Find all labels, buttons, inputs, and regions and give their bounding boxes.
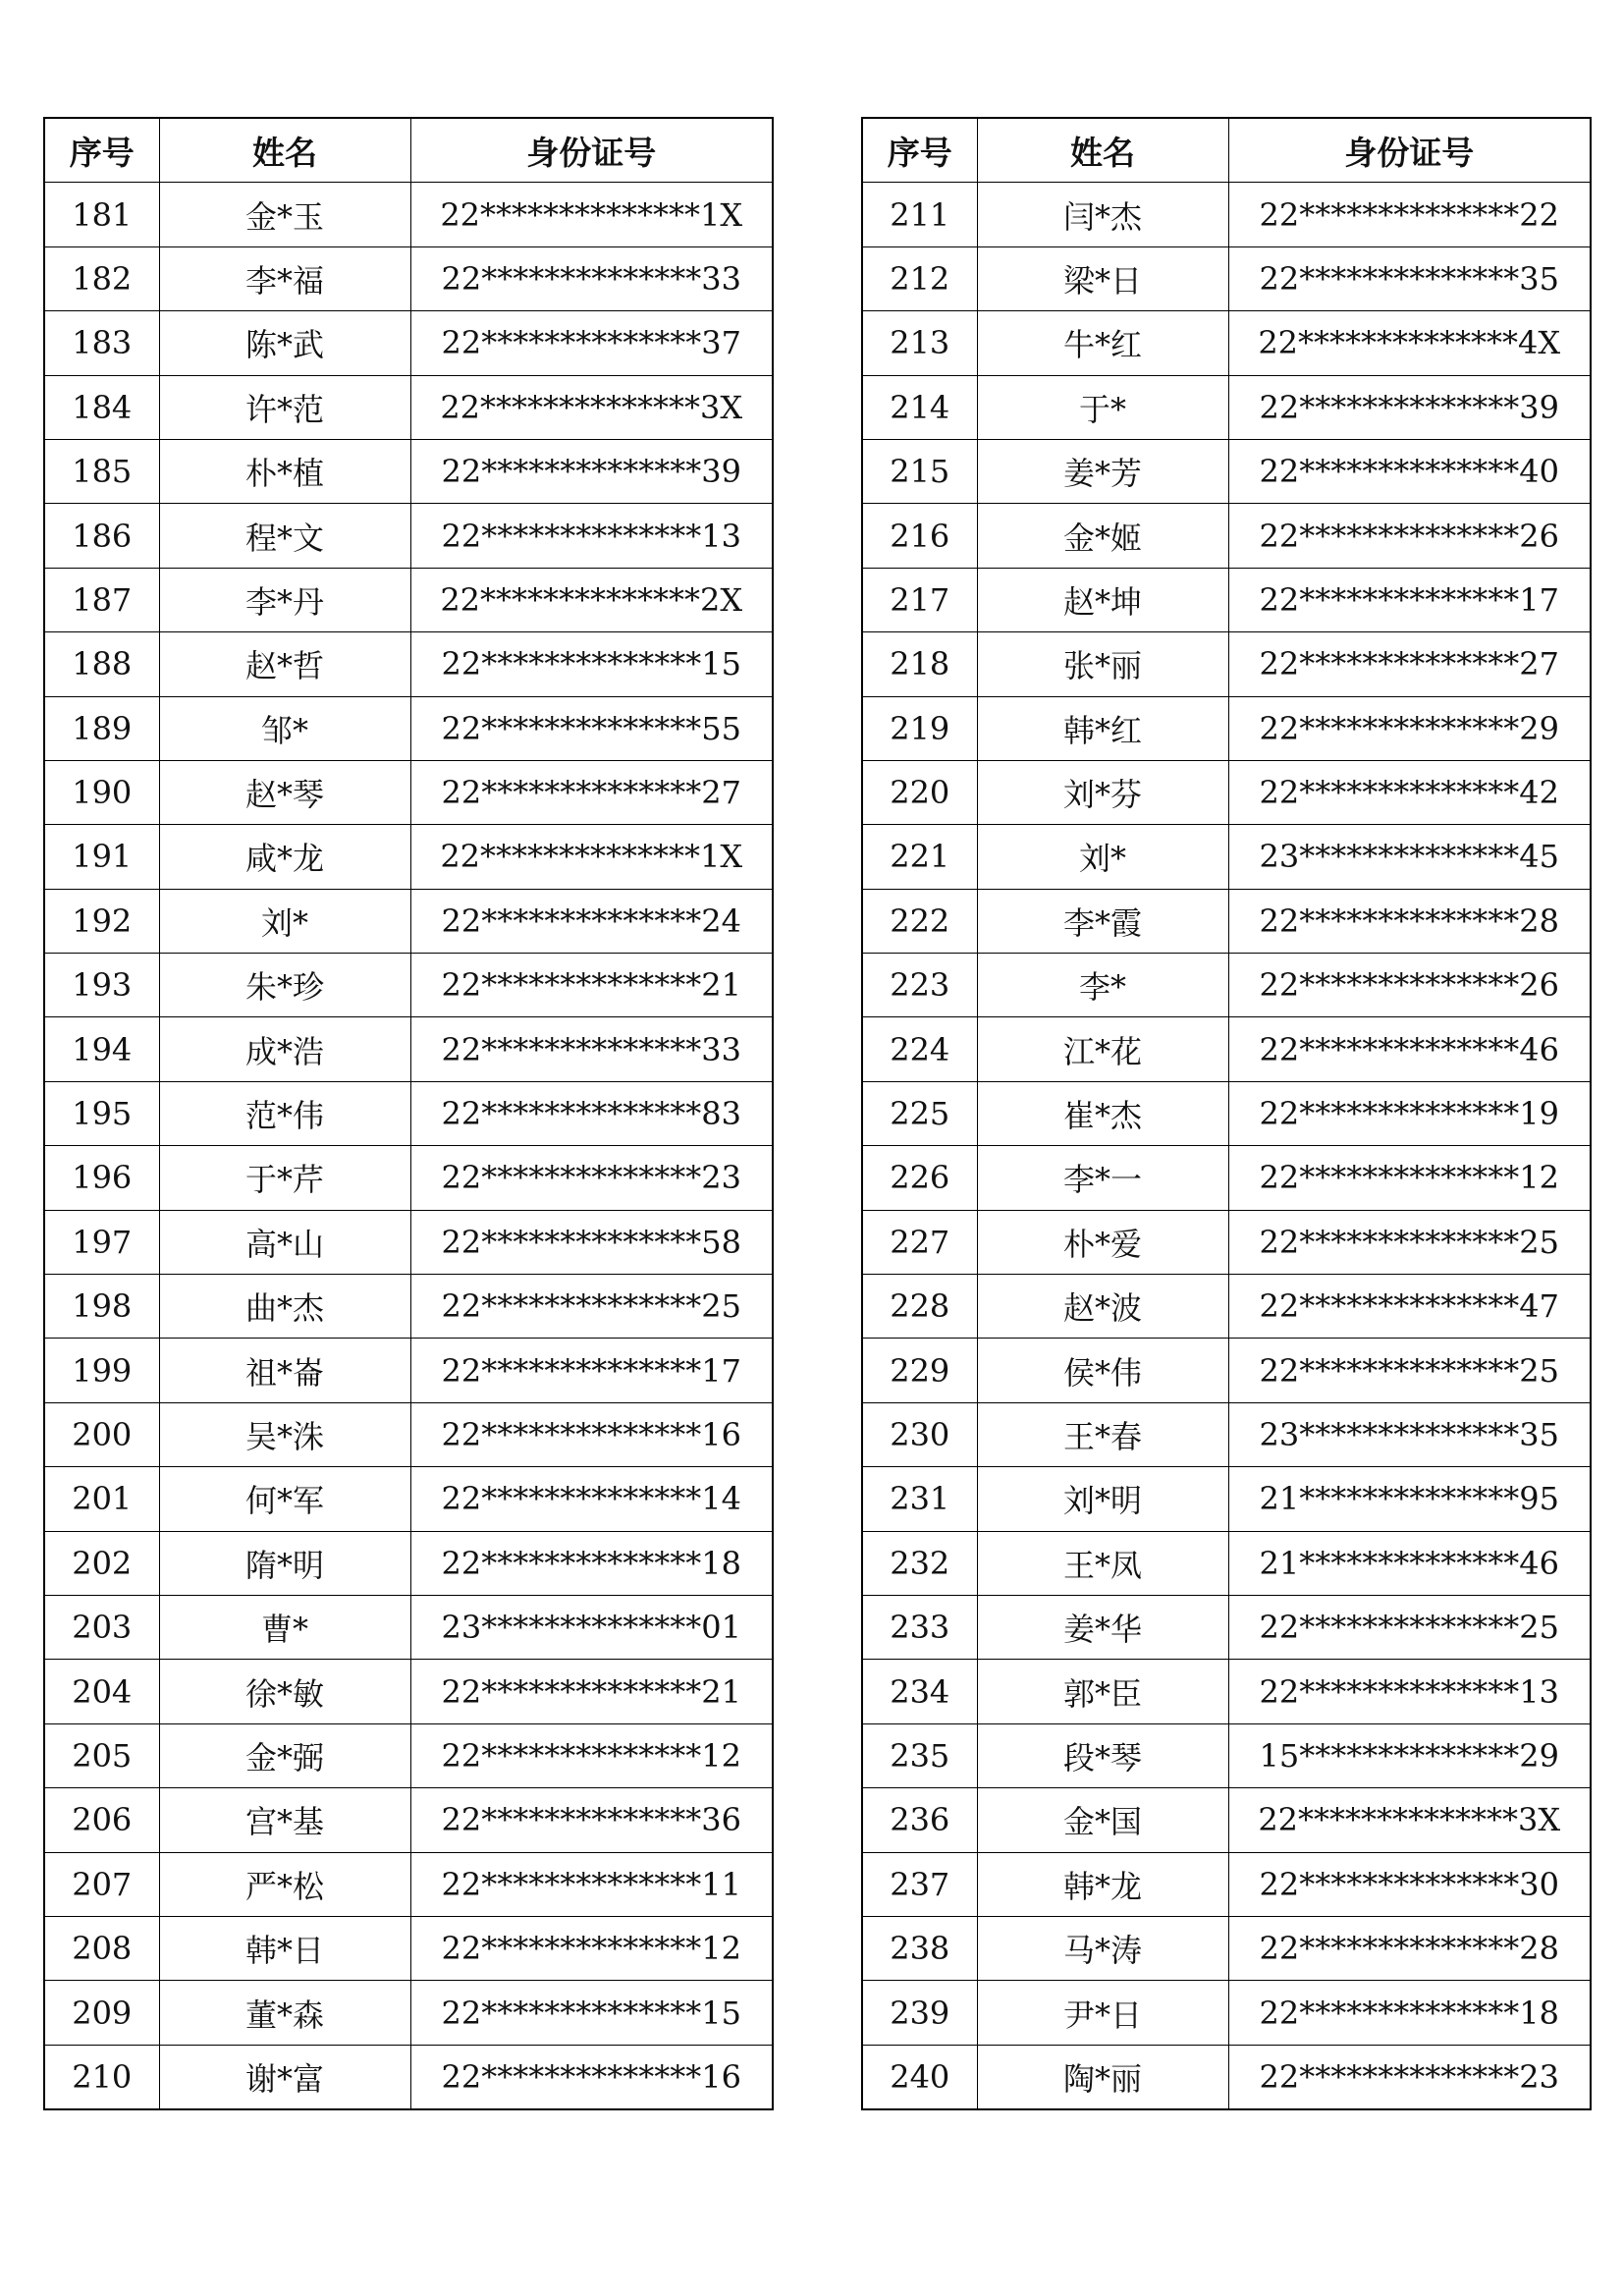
name-cell: 姜*芳 bbox=[977, 439, 1228, 503]
id-number-cell: 22**************47 bbox=[1228, 1275, 1591, 1339]
name-cell: 李*丹 bbox=[159, 568, 410, 631]
name-cell: 邹* bbox=[159, 696, 410, 760]
serial-number-cell: 214 bbox=[862, 375, 977, 439]
table-row bbox=[44, 696, 773, 760]
table-row bbox=[44, 1402, 773, 1466]
name-cell: 韩*红 bbox=[977, 696, 1228, 760]
id-number-cell: 22**************30 bbox=[1228, 1852, 1591, 1916]
table-row bbox=[862, 1146, 1591, 1210]
id-number-cell: 22**************12 bbox=[1228, 1146, 1591, 1210]
id-number-cell: 22**************24 bbox=[410, 889, 773, 953]
name-cell: 赵*琴 bbox=[159, 760, 410, 824]
table-row bbox=[862, 1017, 1591, 1081]
table-header-row bbox=[862, 118, 1591, 183]
id-number-cell: 22**************25 bbox=[1228, 1339, 1591, 1402]
serial-number-cell: 225 bbox=[862, 1081, 977, 1145]
serial-number-cell: 230 bbox=[862, 1402, 977, 1466]
name-cell: 梁*日 bbox=[977, 246, 1228, 310]
table-row bbox=[862, 696, 1591, 760]
serial-number-cell: 222 bbox=[862, 889, 977, 953]
id-number-cell: 22**************16 bbox=[410, 2045, 773, 2109]
roster-table-right bbox=[861, 117, 1592, 2110]
table-header-row bbox=[44, 118, 773, 183]
id-number-cell: 22**************33 bbox=[410, 246, 773, 310]
table-row bbox=[44, 375, 773, 439]
table-row bbox=[862, 1210, 1591, 1274]
serial-number-cell: 182 bbox=[44, 246, 159, 310]
name-cell: 赵*坤 bbox=[977, 568, 1228, 631]
id-number-cell: 22**************25 bbox=[1228, 1595, 1591, 1659]
name-cell: 陈*武 bbox=[159, 311, 410, 375]
serial-number-cell: 195 bbox=[44, 1081, 159, 1145]
header-id-number: 身份证号 bbox=[410, 118, 773, 183]
id-number-cell: 22**************4X bbox=[1228, 311, 1591, 375]
name-cell: 成*浩 bbox=[159, 1017, 410, 1081]
name-cell: 姜*华 bbox=[977, 1595, 1228, 1659]
id-number-cell: 22**************27 bbox=[1228, 632, 1591, 696]
serial-number-cell: 235 bbox=[862, 1723, 977, 1787]
table-row bbox=[44, 1467, 773, 1531]
id-number-cell: 22**************13 bbox=[1228, 1660, 1591, 1723]
name-cell: 宫*基 bbox=[159, 1788, 410, 1852]
serial-number-cell: 213 bbox=[862, 311, 977, 375]
serial-number-cell: 188 bbox=[44, 632, 159, 696]
table-row bbox=[44, 246, 773, 310]
name-cell: 徐*敏 bbox=[159, 1660, 410, 1723]
id-number-cell: 22**************21 bbox=[410, 1660, 773, 1723]
serial-number-cell: 215 bbox=[862, 439, 977, 503]
name-cell: 咸*龙 bbox=[159, 825, 410, 889]
name-cell: 金*弼 bbox=[159, 1723, 410, 1787]
name-cell: 尹*日 bbox=[977, 1981, 1228, 2045]
id-number-cell: 22**************36 bbox=[410, 1788, 773, 1852]
name-cell: 金*玉 bbox=[159, 183, 410, 246]
name-cell: 严*松 bbox=[159, 1852, 410, 1916]
name-cell: 祖*崙 bbox=[159, 1339, 410, 1402]
table-row bbox=[44, 889, 773, 953]
serial-number-cell: 221 bbox=[862, 825, 977, 889]
table-row bbox=[44, 1146, 773, 1210]
name-cell: 朴*植 bbox=[159, 439, 410, 503]
table-row bbox=[44, 1210, 773, 1274]
id-number-cell: 22**************39 bbox=[410, 439, 773, 503]
name-cell: 朱*珍 bbox=[159, 954, 410, 1017]
serial-number-cell: 217 bbox=[862, 568, 977, 631]
table-row bbox=[44, 954, 773, 1017]
serial-number-cell: 203 bbox=[44, 1595, 159, 1659]
name-cell: 李*福 bbox=[159, 246, 410, 310]
id-number-cell: 22**************42 bbox=[1228, 760, 1591, 824]
id-number-cell: 22**************29 bbox=[1228, 696, 1591, 760]
name-cell: 段*琴 bbox=[977, 1723, 1228, 1787]
name-cell: 吴*洙 bbox=[159, 1402, 410, 1466]
name-cell: 于*芹 bbox=[159, 1146, 410, 1210]
table-row bbox=[44, 2045, 773, 2109]
table-row bbox=[862, 1981, 1591, 2045]
id-number-cell: 22**************2X bbox=[410, 568, 773, 631]
name-cell: 曹* bbox=[159, 1595, 410, 1659]
serial-number-cell: 184 bbox=[44, 375, 159, 439]
table-row bbox=[862, 954, 1591, 1017]
id-number-cell: 22**************3X bbox=[1228, 1788, 1591, 1852]
serial-number-cell: 206 bbox=[44, 1788, 159, 1852]
name-cell: 高*山 bbox=[159, 1210, 410, 1274]
name-cell: 陶*丽 bbox=[977, 2045, 1228, 2109]
header-serial-number: 序号 bbox=[862, 118, 977, 183]
name-cell: 于* bbox=[977, 375, 1228, 439]
id-number-cell: 22**************37 bbox=[410, 311, 773, 375]
table-row bbox=[44, 1275, 773, 1339]
serial-number-cell: 197 bbox=[44, 1210, 159, 1274]
serial-number-cell: 211 bbox=[862, 183, 977, 246]
id-number-cell: 21**************95 bbox=[1228, 1467, 1591, 1531]
name-cell: 郭*臣 bbox=[977, 1660, 1228, 1723]
name-cell: 金*国 bbox=[977, 1788, 1228, 1852]
id-number-cell: 22**************14 bbox=[410, 1467, 773, 1531]
id-number-cell: 22**************1X bbox=[410, 825, 773, 889]
table-row bbox=[862, 760, 1591, 824]
table-row bbox=[44, 760, 773, 824]
id-number-cell: 22**************55 bbox=[410, 696, 773, 760]
name-cell: 侯*伟 bbox=[977, 1339, 1228, 1402]
table-row bbox=[862, 1339, 1591, 1402]
id-number-cell: 22**************33 bbox=[410, 1017, 773, 1081]
table-row bbox=[44, 1852, 773, 1916]
id-number-cell: 22**************23 bbox=[410, 1146, 773, 1210]
roster-body-right bbox=[862, 183, 1591, 2109]
table-row bbox=[44, 311, 773, 375]
table-row bbox=[862, 246, 1591, 310]
serial-number-cell: 190 bbox=[44, 760, 159, 824]
serial-number-cell: 201 bbox=[44, 1467, 159, 1531]
header-serial-number: 序号 bbox=[44, 118, 159, 183]
serial-number-cell: 228 bbox=[862, 1275, 977, 1339]
table-row bbox=[44, 825, 773, 889]
id-number-cell: 22**************16 bbox=[410, 1402, 773, 1466]
name-cell: 刘*明 bbox=[977, 1467, 1228, 1531]
serial-number-cell: 181 bbox=[44, 183, 159, 246]
table-row bbox=[862, 1852, 1591, 1916]
name-cell: 韩*龙 bbox=[977, 1852, 1228, 1916]
serial-number-cell: 223 bbox=[862, 954, 977, 1017]
serial-number-cell: 202 bbox=[44, 1531, 159, 1595]
id-number-cell: 22**************27 bbox=[410, 760, 773, 824]
name-cell: 李* bbox=[977, 954, 1228, 1017]
table-row bbox=[44, 1723, 773, 1787]
table-row bbox=[44, 568, 773, 631]
id-number-cell: 22**************28 bbox=[1228, 889, 1591, 953]
name-cell: 崔*杰 bbox=[977, 1081, 1228, 1145]
table-row bbox=[44, 632, 773, 696]
table-row bbox=[44, 183, 773, 246]
id-number-cell: 22**************35 bbox=[1228, 246, 1591, 310]
serial-number-cell: 210 bbox=[44, 2045, 159, 2109]
table-row bbox=[44, 1531, 773, 1595]
id-number-cell: 22**************83 bbox=[410, 1081, 773, 1145]
table-row bbox=[44, 1660, 773, 1723]
id-number-cell: 22**************26 bbox=[1228, 504, 1591, 568]
serial-number-cell: 191 bbox=[44, 825, 159, 889]
serial-number-cell: 183 bbox=[44, 311, 159, 375]
table-row bbox=[862, 1467, 1591, 1531]
table-row bbox=[862, 183, 1591, 246]
serial-number-cell: 198 bbox=[44, 1275, 159, 1339]
serial-number-cell: 240 bbox=[862, 2045, 977, 2109]
id-number-cell: 22**************17 bbox=[1228, 568, 1591, 631]
table-row bbox=[862, 1531, 1591, 1595]
id-number-cell: 22**************21 bbox=[410, 954, 773, 1017]
name-cell: 隋*明 bbox=[159, 1531, 410, 1595]
table-row bbox=[44, 1916, 773, 1980]
name-cell: 赵*哲 bbox=[159, 632, 410, 696]
table-row bbox=[44, 1788, 773, 1852]
name-cell: 朴*爱 bbox=[977, 1210, 1228, 1274]
serial-number-cell: 196 bbox=[44, 1146, 159, 1210]
name-cell: 刘*芬 bbox=[977, 760, 1228, 824]
serial-number-cell: 218 bbox=[862, 632, 977, 696]
id-number-cell: 22**************18 bbox=[410, 1531, 773, 1595]
serial-number-cell: 220 bbox=[862, 760, 977, 824]
name-cell: 何*军 bbox=[159, 1467, 410, 1531]
id-number-cell: 22**************25 bbox=[1228, 1210, 1591, 1274]
id-number-cell: 22**************18 bbox=[1228, 1981, 1591, 2045]
serial-number-cell: 232 bbox=[862, 1531, 977, 1595]
serial-number-cell: 219 bbox=[862, 696, 977, 760]
id-number-cell: 23**************45 bbox=[1228, 825, 1591, 889]
id-number-cell: 22**************22 bbox=[1228, 183, 1591, 246]
serial-number-cell: 204 bbox=[44, 1660, 159, 1723]
table-row bbox=[862, 1275, 1591, 1339]
name-cell: 刘* bbox=[977, 825, 1228, 889]
header-name: 姓名 bbox=[159, 118, 410, 183]
table-row bbox=[862, 1788, 1591, 1852]
table-row bbox=[862, 375, 1591, 439]
table-row bbox=[44, 1339, 773, 1402]
table-row bbox=[44, 1081, 773, 1145]
name-cell: 李*霞 bbox=[977, 889, 1228, 953]
serial-number-cell: 209 bbox=[44, 1981, 159, 2045]
table-row bbox=[862, 825, 1591, 889]
name-cell: 范*伟 bbox=[159, 1081, 410, 1145]
table-row bbox=[862, 1402, 1591, 1466]
header-id-number: 身份证号 bbox=[1228, 118, 1591, 183]
name-cell: 董*森 bbox=[159, 1981, 410, 2045]
name-cell: 许*范 bbox=[159, 375, 410, 439]
serial-number-cell: 238 bbox=[862, 1916, 977, 1980]
serial-number-cell: 207 bbox=[44, 1852, 159, 1916]
serial-number-cell: 239 bbox=[862, 1981, 977, 2045]
table-row bbox=[862, 311, 1591, 375]
serial-number-cell: 234 bbox=[862, 1660, 977, 1723]
id-number-cell: 22**************40 bbox=[1228, 439, 1591, 503]
id-number-cell: 22**************11 bbox=[410, 1852, 773, 1916]
name-cell: 金*姬 bbox=[977, 504, 1228, 568]
serial-number-cell: 199 bbox=[44, 1339, 159, 1402]
id-number-cell: 22**************25 bbox=[410, 1275, 773, 1339]
table-row bbox=[44, 504, 773, 568]
table-row bbox=[862, 568, 1591, 631]
id-number-cell: 22**************23 bbox=[1228, 2045, 1591, 2109]
serial-number-cell: 192 bbox=[44, 889, 159, 953]
id-number-cell: 22**************58 bbox=[410, 1210, 773, 1274]
name-cell: 赵*波 bbox=[977, 1275, 1228, 1339]
serial-number-cell: 237 bbox=[862, 1852, 977, 1916]
serial-number-cell: 212 bbox=[862, 246, 977, 310]
name-cell: 李*一 bbox=[977, 1146, 1228, 1210]
id-number-cell: 22**************1X bbox=[410, 183, 773, 246]
table-row bbox=[44, 1595, 773, 1659]
name-cell: 程*文 bbox=[159, 504, 410, 568]
id-number-cell: 22**************17 bbox=[410, 1339, 773, 1402]
roster-table-left bbox=[43, 117, 774, 2110]
serial-number-cell: 186 bbox=[44, 504, 159, 568]
id-number-cell: 22**************19 bbox=[1228, 1081, 1591, 1145]
header-name: 姓名 bbox=[977, 118, 1228, 183]
serial-number-cell: 200 bbox=[44, 1402, 159, 1466]
table-row bbox=[44, 1017, 773, 1081]
id-number-cell: 22**************28 bbox=[1228, 1916, 1591, 1980]
name-cell: 江*花 bbox=[977, 1017, 1228, 1081]
table-row bbox=[862, 504, 1591, 568]
id-number-cell: 22**************26 bbox=[1228, 954, 1591, 1017]
roster-body-left bbox=[44, 183, 773, 2109]
id-number-cell: 23**************35 bbox=[1228, 1402, 1591, 1466]
id-number-cell: 22**************46 bbox=[1228, 1017, 1591, 1081]
id-number-cell: 22**************39 bbox=[1228, 375, 1591, 439]
id-number-cell: 22**************13 bbox=[410, 504, 773, 568]
serial-number-cell: 236 bbox=[862, 1788, 977, 1852]
table-row bbox=[862, 1595, 1591, 1659]
serial-number-cell: 229 bbox=[862, 1339, 977, 1402]
serial-number-cell: 185 bbox=[44, 439, 159, 503]
table-row bbox=[862, 1081, 1591, 1145]
table-row bbox=[862, 439, 1591, 503]
table-row bbox=[44, 1981, 773, 2045]
id-number-cell: 23**************01 bbox=[410, 1595, 773, 1659]
serial-number-cell: 216 bbox=[862, 504, 977, 568]
serial-number-cell: 233 bbox=[862, 1595, 977, 1659]
serial-number-cell: 193 bbox=[44, 954, 159, 1017]
serial-number-cell: 194 bbox=[44, 1017, 159, 1081]
name-cell: 王*凤 bbox=[977, 1531, 1228, 1595]
id-number-cell: 22**************15 bbox=[410, 1981, 773, 2045]
name-cell: 闫*杰 bbox=[977, 183, 1228, 246]
name-cell: 马*涛 bbox=[977, 1916, 1228, 1980]
table-row bbox=[862, 1916, 1591, 1980]
serial-number-cell: 227 bbox=[862, 1210, 977, 1274]
serial-number-cell: 226 bbox=[862, 1146, 977, 1210]
id-number-cell: 22**************3X bbox=[410, 375, 773, 439]
table-row bbox=[44, 439, 773, 503]
name-cell: 谢*富 bbox=[159, 2045, 410, 2109]
name-cell: 张*丽 bbox=[977, 632, 1228, 696]
table-row bbox=[862, 1660, 1591, 1723]
serial-number-cell: 189 bbox=[44, 696, 159, 760]
table-row bbox=[862, 1723, 1591, 1787]
serial-number-cell: 187 bbox=[44, 568, 159, 631]
name-cell: 牛*红 bbox=[977, 311, 1228, 375]
serial-number-cell: 208 bbox=[44, 1916, 159, 1980]
name-cell: 韩*日 bbox=[159, 1916, 410, 1980]
table-row bbox=[862, 632, 1591, 696]
name-cell: 王*春 bbox=[977, 1402, 1228, 1466]
name-cell: 曲*杰 bbox=[159, 1275, 410, 1339]
id-number-cell: 22**************12 bbox=[410, 1916, 773, 1980]
table-row bbox=[862, 889, 1591, 953]
id-number-cell: 22**************15 bbox=[410, 632, 773, 696]
table-row bbox=[862, 2045, 1591, 2109]
serial-number-cell: 231 bbox=[862, 1467, 977, 1531]
id-number-cell: 21**************46 bbox=[1228, 1531, 1591, 1595]
serial-number-cell: 205 bbox=[44, 1723, 159, 1787]
name-cell: 刘* bbox=[159, 889, 410, 953]
id-number-cell: 15**************29 bbox=[1228, 1723, 1591, 1787]
serial-number-cell: 224 bbox=[862, 1017, 977, 1081]
id-number-cell: 22**************12 bbox=[410, 1723, 773, 1787]
